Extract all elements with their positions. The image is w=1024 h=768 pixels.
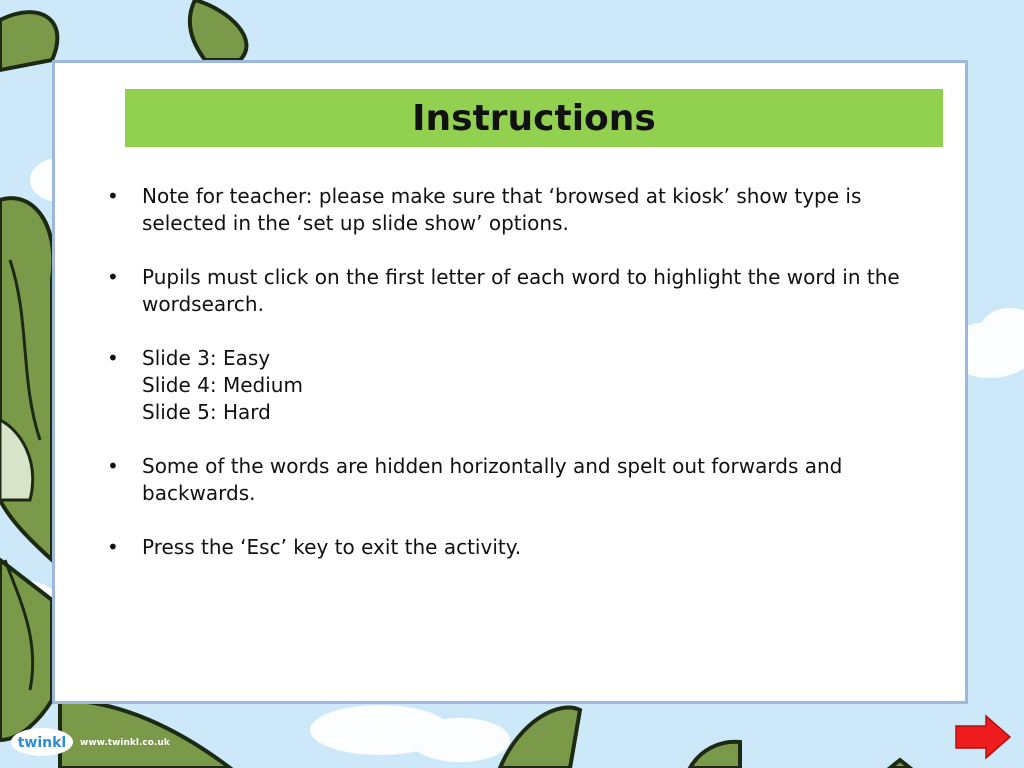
twinkl-url: www.twinkl.co.uk bbox=[80, 738, 170, 748]
page-title: Instructions bbox=[412, 97, 656, 139]
logo-text: twinkl bbox=[17, 735, 67, 751]
instruction-item-difficulty bbox=[107, 345, 907, 426]
title-bar bbox=[125, 89, 943, 147]
instruction-line: • Note for teacher: please make sure that ‘browsed at kiosk’ show type is bbox=[142, 184, 862, 208]
instruction-line: • Some of the words are hidden horizontally and spelt out forwards and bbox=[142, 454, 843, 478]
instruction-line: • Press the ‘Esc’ key to exit the activity. bbox=[142, 535, 522, 559]
instruction-line: selected in the ‘set up slide show’ options. bbox=[142, 211, 569, 235]
instruction-line: Slide 5: Hard bbox=[142, 400, 271, 424]
instruction-line: wordsearch. bbox=[142, 292, 264, 316]
instruction-item-hidden-words bbox=[107, 453, 907, 507]
instruction-item-esc bbox=[107, 534, 907, 561]
instruction-line: • Slide 3: Easy bbox=[142, 346, 271, 370]
instructions-panel bbox=[52, 60, 968, 704]
instruction-line: • Pupils must click on the first letter of each word to highlight the word in the bbox=[142, 265, 900, 289]
instruction-list bbox=[107, 183, 907, 588]
instruction-line: backwards. bbox=[142, 481, 256, 505]
twinkl-logo bbox=[10, 727, 74, 757]
instruction-item-teacher-note bbox=[107, 183, 907, 237]
instruction-line: Slide 4: Medium bbox=[142, 373, 303, 397]
right-arrow-icon[interactable] bbox=[954, 714, 1012, 760]
instruction-item-click-letter bbox=[107, 264, 907, 318]
